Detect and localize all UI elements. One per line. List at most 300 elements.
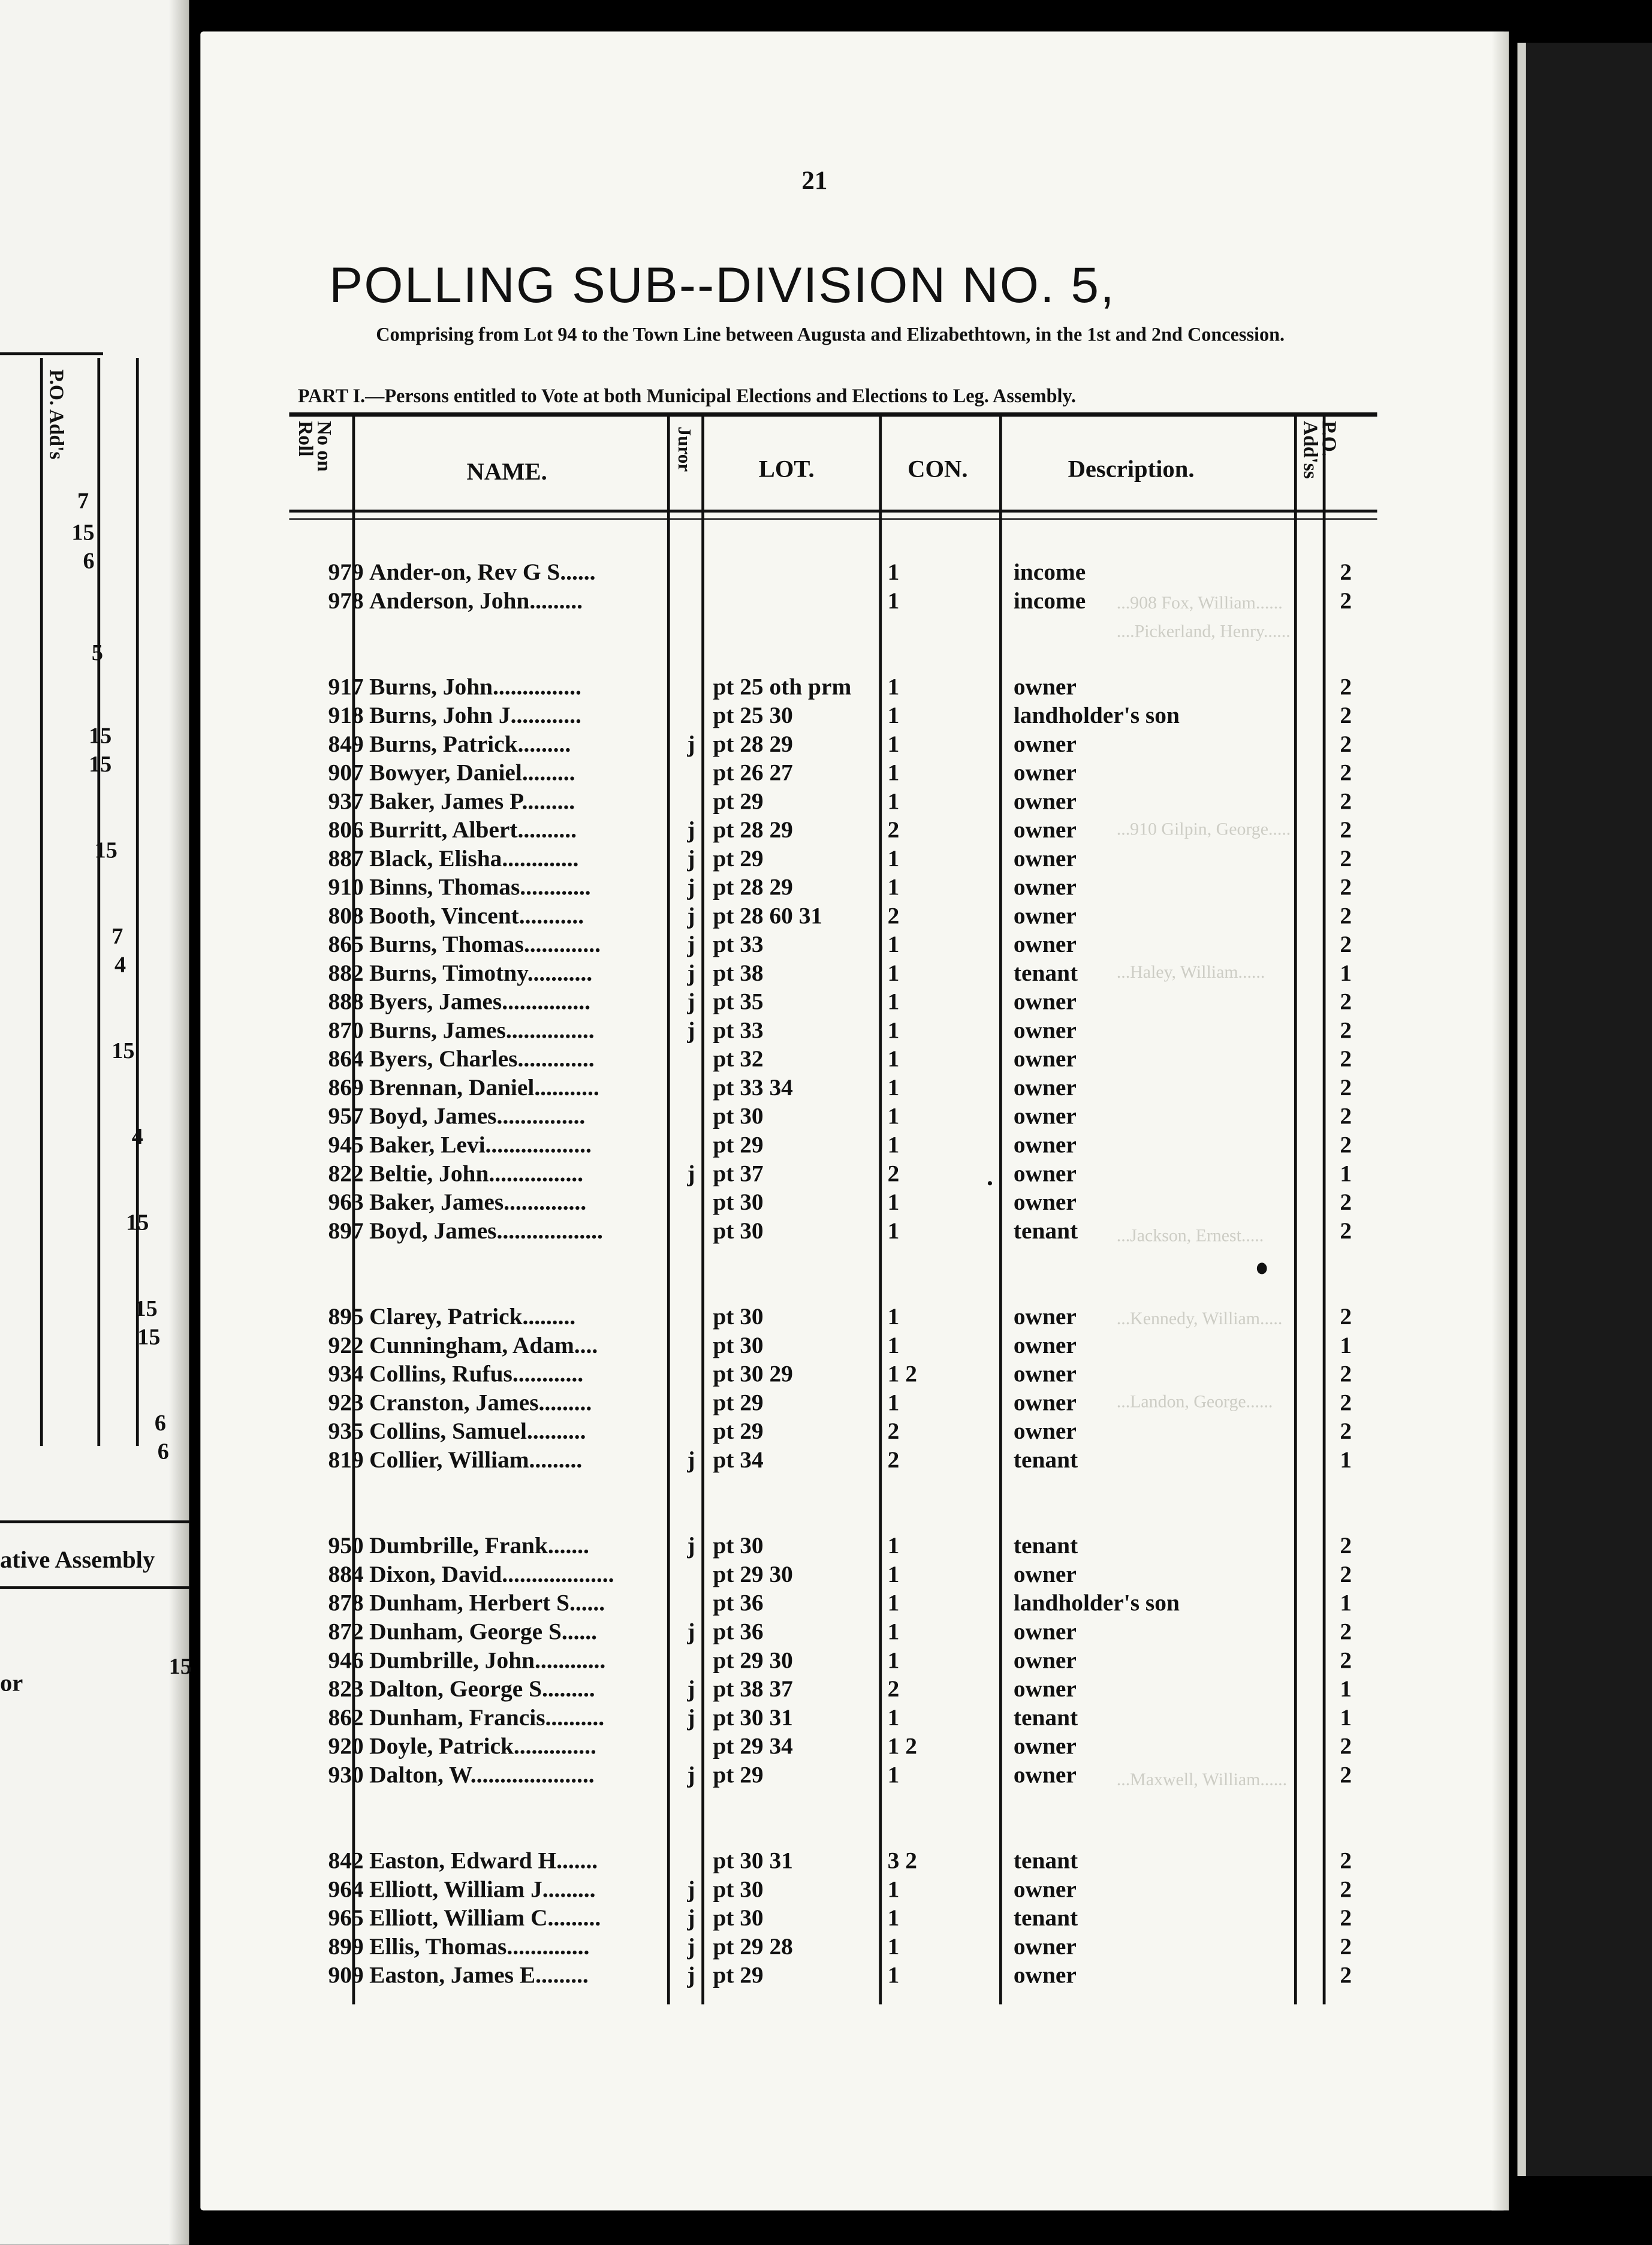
cell-name: Dunham, Francis.......... — [369, 1703, 605, 1731]
cell-con: 1 — [887, 1188, 900, 1216]
po-value: 15 — [89, 724, 112, 749]
cell-po: 2 — [1340, 587, 1352, 614]
cell-juror: j — [687, 816, 695, 843]
cell-juror: j — [687, 1904, 695, 1931]
cell-po: 2 — [1340, 845, 1352, 872]
cell-name: Baker, Levi.................. — [369, 1131, 592, 1159]
cell-juror: j — [687, 1446, 695, 1473]
cell-name: Dunham, Herbert S...... — [369, 1589, 605, 1617]
cell-description: owner — [1013, 1074, 1077, 1101]
cell-roll: 964 — [328, 1875, 364, 1903]
cell-description: owner — [1013, 930, 1077, 958]
cell-name: Burns, Thomas............. — [369, 930, 601, 958]
cell-roll: 870 — [328, 1016, 364, 1044]
cell-lot: pt 38 — [713, 959, 764, 987]
cell-con: 1 — [887, 1102, 900, 1130]
cell-description: owner — [1013, 1675, 1077, 1702]
cell-po: 2 — [1340, 987, 1352, 1015]
table-row — [200, 988, 1488, 1017]
cell-lot: pt 32 — [713, 1045, 764, 1072]
document-page — [200, 32, 1506, 2211]
cell-con: 1 — [887, 1933, 900, 1960]
bleed-through: ....Pickerland, Henry...... — [1116, 621, 1291, 641]
cell-lot: pt 28 60 31 — [713, 902, 823, 929]
cell-name: Collins, Samuel.......... — [369, 1417, 586, 1445]
col-header-con: CON. — [908, 455, 968, 483]
cell-juror: j — [687, 730, 695, 758]
cell-roll: 978 — [328, 587, 364, 614]
cell-juror: j — [687, 1675, 695, 1702]
cell-roll: 823 — [328, 1675, 364, 1702]
table-row — [200, 1876, 1488, 1905]
cell-description: landholder's son — [1013, 1589, 1180, 1617]
cell-name: Byers, Charles............. — [369, 1045, 595, 1072]
table-top-rule — [289, 412, 1377, 417]
cell-lot: pt 29 — [713, 1417, 764, 1445]
cell-lot: pt 29 — [713, 1961, 764, 1989]
cell-name: Doyle, Patrick.............. — [369, 1732, 596, 1760]
cell-roll: 872 — [328, 1617, 364, 1646]
page-shadow — [1492, 32, 1509, 2211]
cell-po: 2 — [1340, 1417, 1352, 1445]
cell-roll: 895 — [328, 1303, 364, 1330]
cell-roll: 910 — [328, 873, 364, 901]
table-row — [200, 1131, 1488, 1160]
cell-juror: j — [687, 987, 695, 1015]
column-rule — [97, 358, 100, 1446]
table-row — [200, 1045, 1488, 1074]
cell-con: 1 — [887, 845, 900, 872]
cell-po: 2 — [1340, 673, 1352, 700]
table-row — [200, 730, 1488, 759]
table-row — [200, 1389, 1488, 1418]
col-header-po: P.O. Add'ss — [1298, 421, 1339, 479]
table-row — [200, 1646, 1488, 1675]
cell-roll: 934 — [328, 1360, 364, 1388]
cell-juror: j — [687, 1159, 695, 1187]
cell-roll: 937 — [328, 787, 364, 815]
po-value: 15 — [111, 1039, 135, 1064]
bleed-through: ...Haley, William...... — [1116, 962, 1265, 983]
cell-lot: pt 33 34 — [713, 1074, 793, 1101]
cell-con: 1 — [887, 1961, 900, 1989]
section-rule — [0, 1586, 189, 1589]
assembly-fragment: ative Assembly — [0, 1546, 155, 1574]
cell-description: owner — [1013, 1732, 1077, 1760]
cell-po: 2 — [1340, 816, 1352, 843]
cell-roll: 862 — [328, 1703, 364, 1731]
cell-po: 2 — [1340, 1131, 1352, 1159]
col-header-roll: No on Roll — [293, 421, 334, 472]
cell-lot: pt 29 — [713, 1388, 764, 1416]
cell-lot: pt 30 — [713, 1331, 764, 1359]
cell-con: 1 — [887, 1216, 900, 1244]
table-row — [200, 1017, 1488, 1045]
cell-con: 1 — [887, 1532, 900, 1559]
cell-roll: 849 — [328, 730, 364, 758]
cell-po: 2 — [1340, 1617, 1352, 1646]
cell-description: owner — [1013, 1159, 1077, 1187]
cell-name: Burns, James............... — [369, 1016, 595, 1044]
table-row — [200, 1704, 1488, 1732]
cell-roll: 979 — [328, 558, 364, 586]
cell-juror: j — [687, 1703, 695, 1731]
cell-description: owner — [1013, 1131, 1077, 1159]
previous-page-fragment — [0, 0, 192, 2245]
cell-juror: j — [687, 1961, 695, 1989]
table-row — [200, 1732, 1488, 1761]
bleed-through: ...Maxwell, William...... — [1116, 1769, 1288, 1790]
cell-description: owner — [1013, 1102, 1077, 1130]
cell-po: 2 — [1340, 1102, 1352, 1130]
cell-description: owner — [1013, 1303, 1077, 1330]
cell-name: Beltie, John................ — [369, 1159, 584, 1187]
cell-lot: pt 28 29 — [713, 816, 793, 843]
col-header-lot: LOT. — [758, 455, 815, 483]
cell-con: 2 — [887, 816, 900, 843]
table-row — [200, 558, 1488, 587]
cell-lot: pt 30 — [713, 1102, 764, 1130]
po-value: 6 — [157, 1440, 169, 1465]
cell-lot: pt 29 30 — [713, 1560, 793, 1588]
cell-roll: 878 — [328, 1589, 364, 1617]
cell-name: Burns, John............... — [369, 673, 581, 700]
cell-con: 1 — [887, 1303, 900, 1330]
column-rule — [40, 358, 43, 1446]
cell-con: 1 — [887, 673, 900, 700]
cell-description: owner — [1013, 1646, 1077, 1674]
cell-description: tenant — [1013, 959, 1078, 987]
cell-roll: 888 — [328, 987, 364, 1015]
table-row — [200, 1188, 1488, 1217]
cell-con: 1 — [887, 787, 900, 815]
cell-name: Booth, Vincent........... — [369, 902, 584, 929]
cell-juror: j — [687, 845, 695, 872]
cell-con: 1 — [887, 1703, 900, 1731]
cell-con: 1 — [887, 1045, 900, 1072]
header-rule — [0, 352, 103, 355]
cell-po: 2 — [1340, 1933, 1352, 1960]
cell-con: 1 — [887, 558, 900, 586]
cell-po: 2 — [1340, 1560, 1352, 1588]
cell-po: 2 — [1340, 558, 1352, 586]
cell-roll: 806 — [328, 816, 364, 843]
cell-con: 1 — [887, 873, 900, 901]
cell-name: Black, Elisha............. — [369, 845, 579, 872]
cell-juror: j — [687, 959, 695, 987]
table-row — [200, 1675, 1488, 1704]
cell-con: 1 — [887, 1761, 900, 1788]
cell-roll: 945 — [328, 1131, 364, 1159]
cell-lot: pt 30 — [713, 1188, 764, 1216]
cell-roll: 882 — [328, 959, 364, 987]
cell-name: Elliott, William J......... — [369, 1875, 596, 1903]
cell-roll: 864 — [328, 1045, 364, 1072]
cell-description: owner — [1013, 987, 1077, 1015]
po-value: 4 — [131, 1125, 143, 1150]
cell-name: Dunham, George S...... — [369, 1617, 597, 1646]
table-row — [200, 1847, 1488, 1876]
cell-description: owner — [1013, 1045, 1077, 1072]
cell-lot: pt 33 — [713, 930, 764, 958]
cell-name: Collier, William......... — [369, 1446, 583, 1473]
cell-name: Burns, Timotny........... — [369, 959, 593, 987]
po-value: 15 — [71, 521, 95, 546]
part-label: PART I. — [297, 385, 366, 407]
cell-roll: 917 — [328, 673, 364, 700]
cell-roll: 963 — [328, 1188, 364, 1216]
header-bottom-rule — [289, 510, 1377, 513]
cell-con: 1 — [887, 701, 900, 729]
cell-name: Baker, James P......... — [369, 787, 575, 815]
cell-po: 1 — [1340, 1159, 1352, 1187]
cell-roll: 922 — [328, 1331, 364, 1359]
cell-roll: 946 — [328, 1646, 364, 1674]
cell-description: owner — [1013, 1016, 1077, 1044]
cell-name: Dumbrille, Frank....... — [369, 1532, 589, 1559]
cell-description: owner — [1013, 816, 1077, 843]
cell-name: Cranston, James......... — [369, 1388, 592, 1416]
table-row — [200, 673, 1488, 701]
cell-roll: 965 — [328, 1904, 364, 1931]
cell-description: tenant — [1013, 1216, 1078, 1244]
cell-con: 1 — [887, 1074, 900, 1101]
cell-juror: j — [687, 930, 695, 958]
col-header-juror: Juror — [674, 426, 696, 472]
cell-roll: 950 — [328, 1532, 364, 1559]
cell-juror: j — [687, 1875, 695, 1903]
page-title: POLLING SUB--DIVISION NO. 5, — [329, 257, 1116, 314]
cell-po: 2 — [1340, 758, 1352, 786]
cell-con: 1 — [887, 1388, 900, 1416]
page-edge-strip — [1517, 43, 1526, 2176]
cell-description: income — [1013, 587, 1086, 614]
cell-name: Binns, Thomas............ — [369, 873, 591, 901]
cell-po: 2 — [1340, 1303, 1352, 1330]
cell-lot: pt 30 31 — [713, 1846, 793, 1875]
col-header-name: NAME. — [466, 458, 547, 486]
cell-lot: pt 34 — [713, 1446, 764, 1473]
cell-po: 2 — [1340, 1074, 1352, 1101]
table-row — [200, 1360, 1488, 1389]
or-fragment: or — [0, 1669, 23, 1697]
table-row — [200, 1589, 1488, 1618]
cell-lot: pt 36 — [713, 1617, 764, 1646]
table-row — [200, 1961, 1488, 1990]
cell-con: 1 — [887, 987, 900, 1015]
cell-description: owner — [1013, 845, 1077, 872]
table-row — [200, 1761, 1488, 1789]
cell-description: owner — [1013, 673, 1077, 700]
cell-description: owner — [1013, 1331, 1077, 1359]
cell-con: 1 — [887, 1560, 900, 1588]
ink-spot — [1257, 1262, 1267, 1274]
cell-po: 2 — [1340, 1016, 1352, 1044]
ink-spot — [988, 1181, 992, 1185]
cell-con: 1 — [887, 1131, 900, 1159]
cell-roll: 819 — [328, 1446, 364, 1473]
table-row — [200, 1446, 1488, 1475]
cell-con: 3 2 — [887, 1846, 917, 1875]
cell-con: 2 — [887, 1446, 900, 1473]
cell-description: owner — [1013, 1933, 1077, 1960]
cell-name: Boyd, James............... — [369, 1102, 586, 1130]
po-value: 4 — [114, 953, 126, 978]
cell-con: 1 — [887, 1589, 900, 1617]
table-row — [200, 1532, 1488, 1560]
header-bottom-rule-2 — [289, 519, 1377, 520]
cell-lot: pt 26 27 — [713, 758, 793, 786]
cell-lot: pt 29 — [713, 845, 764, 872]
cell-po: 1 — [1340, 1446, 1352, 1473]
cell-description: owner — [1013, 1360, 1077, 1388]
table-row — [200, 845, 1488, 873]
cell-name: Easton, James E......... — [369, 1961, 589, 1989]
cell-name: Dalton, W..................... — [369, 1761, 595, 1788]
cell-con: 1 — [887, 930, 900, 958]
cell-name: Ander-on, Rev G S...... — [369, 558, 596, 586]
cell-po: 2 — [1340, 701, 1352, 729]
po-value: 15 — [137, 1325, 161, 1351]
cell-lot: pt 30 — [713, 1216, 764, 1244]
cell-juror: j — [687, 1617, 695, 1646]
cell-name: Burritt, Albert.......... — [369, 816, 577, 843]
cell-roll: 897 — [328, 1216, 364, 1244]
po-value: 7 — [77, 489, 89, 514]
cell-po: 2 — [1340, 930, 1352, 958]
table-row — [200, 1074, 1488, 1102]
cell-po: 1 — [1340, 1589, 1352, 1617]
cell-lot: pt 29 — [713, 1131, 764, 1159]
cell-description: owner — [1013, 1617, 1077, 1646]
cell-lot: pt 30 — [713, 1532, 764, 1559]
cell-po: 1 — [1340, 959, 1352, 987]
table-row — [200, 1303, 1488, 1331]
cell-roll: 907 — [328, 758, 364, 786]
cell-lot: pt 33 — [713, 1016, 764, 1044]
cell-con: 2 — [887, 1159, 900, 1187]
cell-lot: pt 30 29 — [713, 1360, 793, 1388]
cell-po: 2 — [1340, 902, 1352, 929]
po-value: 15 — [89, 753, 112, 778]
bleed-through: ...Jackson, Ernest..... — [1116, 1225, 1264, 1246]
cell-roll: 920 — [328, 1732, 364, 1760]
cell-con: 1 — [887, 1331, 900, 1359]
cell-roll: 869 — [328, 1074, 364, 1101]
bleed-through: ...910 Gilpin, George..... — [1116, 819, 1291, 839]
cell-name: Easton, Edward H....... — [369, 1846, 598, 1875]
po-value: 15 — [126, 1211, 149, 1236]
table-row — [200, 873, 1488, 902]
cell-con: 1 — [887, 730, 900, 758]
cell-roll: 887 — [328, 845, 364, 872]
table-row — [200, 1102, 1488, 1131]
table-row — [200, 902, 1488, 931]
cell-roll: 842 — [328, 1846, 364, 1875]
table-row — [200, 959, 1488, 988]
cell-roll: 884 — [328, 1560, 364, 1588]
cell-lot: pt 30 — [713, 1303, 764, 1330]
cell-description: tenant — [1013, 1532, 1078, 1559]
cell-roll: 899 — [328, 1933, 364, 1960]
cell-po: 2 — [1340, 1875, 1352, 1903]
cell-po: 2 — [1340, 1732, 1352, 1760]
table-row — [200, 930, 1488, 959]
cell-con: 1 — [887, 587, 900, 614]
cell-juror: j — [687, 902, 695, 929]
cell-name: Collins, Rufus............ — [369, 1360, 584, 1388]
bleed-through: ...Landon, George...... — [1116, 1391, 1273, 1412]
cell-po: 2 — [1340, 1360, 1352, 1388]
page-number: 21 — [801, 166, 828, 195]
po-value: 15 — [134, 1297, 158, 1322]
cell-name: Cunningham, Adam.... — [369, 1331, 598, 1359]
cell-lot: pt 30 — [713, 1875, 764, 1903]
cell-name: Anderson, John......... — [369, 587, 583, 614]
cell-roll: 822 — [328, 1159, 364, 1187]
table-row — [200, 1217, 1488, 1246]
cell-description: owner — [1013, 1388, 1077, 1416]
cell-po: 2 — [1340, 1846, 1352, 1875]
cell-po: 1 — [1340, 1675, 1352, 1702]
cell-lot: pt 29 — [713, 787, 764, 815]
cell-name: Baker, James.............. — [369, 1188, 587, 1216]
cell-description: owner — [1013, 730, 1077, 758]
cell-juror: j — [687, 1016, 695, 1044]
cell-po: 2 — [1340, 1646, 1352, 1674]
bleed-through: ...Kennedy, William..... — [1116, 1308, 1283, 1329]
cell-con: 2 — [887, 1417, 900, 1445]
po-value: 6 — [83, 550, 95, 574]
cell-description: owner — [1013, 787, 1077, 815]
cell-roll: 808 — [328, 902, 364, 929]
part-heading — [298, 385, 1076, 408]
cell-roll: 909 — [328, 1961, 364, 1989]
right-background-edge — [1517, 43, 1651, 2176]
table-row — [200, 587, 1488, 616]
cell-description: tenant — [1013, 1446, 1078, 1473]
cell-description: tenant — [1013, 1846, 1078, 1875]
po-value: 7 — [111, 924, 123, 950]
cell-roll: 923 — [328, 1388, 364, 1416]
cell-lot: pt 29 30 — [713, 1646, 793, 1674]
cell-description: owner — [1013, 758, 1077, 786]
cell-name: Burns, Patrick......... — [369, 730, 571, 758]
table-row — [200, 788, 1488, 816]
table-row — [200, 1933, 1488, 1961]
column-rule — [136, 358, 139, 1446]
cell-po: 2 — [1340, 1188, 1352, 1216]
cell-roll: 865 — [328, 930, 364, 958]
cell-po: 2 — [1340, 1904, 1352, 1931]
col-header-description: Description. — [1068, 455, 1195, 483]
po-value: 6 — [154, 1411, 167, 1436]
table-row — [200, 1159, 1488, 1188]
cell-lot: pt 30 31 — [713, 1703, 793, 1731]
cell-roll: 930 — [328, 1761, 364, 1788]
cell-name: Byers, James............... — [369, 987, 591, 1015]
cell-con: 1 — [887, 758, 900, 786]
cell-description: owner — [1013, 873, 1077, 901]
table-row — [200, 759, 1488, 788]
cell-name: Brennan, Daniel........... — [369, 1074, 599, 1101]
part-text: —Persons entitled to Vote at both Municipal Elections and Elections to Leg. Assembly. — [365, 385, 1076, 407]
table-row — [200, 701, 1488, 730]
cell-lot: pt 37 — [713, 1159, 764, 1187]
cell-po: 1 — [1340, 1331, 1352, 1359]
cell-con: 1 — [887, 1617, 900, 1646]
cell-po: 2 — [1340, 1216, 1352, 1244]
